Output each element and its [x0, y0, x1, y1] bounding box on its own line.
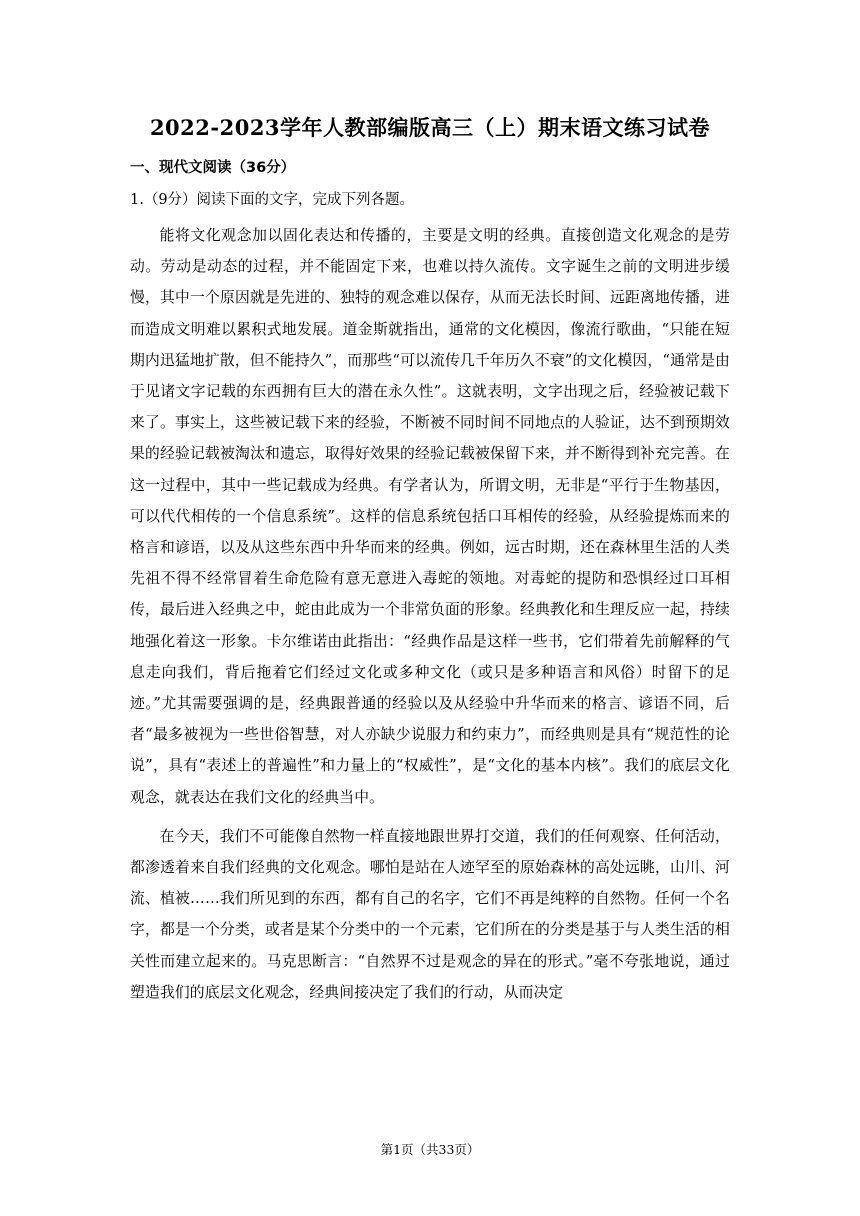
page-footer: 第1页（共33页）	[380, 1142, 480, 1157]
question-intro: 1.（9分）阅读下面的文字，完成下列各题。	[130, 192, 415, 208]
passage-paragraph-1: 能将文化观念加以固化表达和传播的，主要是文明的经典。直接创造文化观念的是劳动。劳动是动态的过程，并不能固定下来，也难以持久流传。文字诞生之前的文明进步缓慢，其中一个原因就是先进的、独特的观念难以保存，从而无法长时间、远距离地传播，进而造成文明难以累积式地发展。道金斯就指出，通常的文化模因，像流行歌曲，“只能在短期内迅猛地扩散，但不能持久”，而那些“可以流传几千年历久不衰”的文化模因，“通常是由于见诸文字记载的东西拥有巨大的潜在永久性”。这就表明，文字出现之后，经验被记载下来了。事实上，这些被记载下来的经验，不断被不同时间不同地点的人验证，达不到预期效果的经验记载被淘汰和遗忘，取得好效果的经验记载被保留下来，并不断得到补充完善。在这一过程中，其中一些记载成为经典。有学者认为，所谓文明，无非是“平行于生物基因，可以代代相传的一个信息系统”。这样的信息系统包括口耳相传的经验，从经验提炼而来的格言和谚语，以及从这些东西中升华而来的经典。例如，远古时期，还在森林里生活的人类先祖不得不经常冒着生命危险有意无意进入毒蛇的领地。对毒蛇的提防和恐惧经过口耳相传，最后进入经典之中，蛇由此成为一个非常负面的形象。经典教化和生理反应一起，持续地强化着这一形象。卡尔维诺由此指出：“经典作品是这样一些书，它们带着先前解释的气息走向我们，背后拖着它们经过文化或多种文化（或只是多种语言和风俗）时留下的足迹。”尤其需要强调的是，经典跟普通的经验以及从经验中升华而来的格言、谚语不同，后者“最多被视为一些世俗智慧，对人亦缺少说服力和约束力”，而经典则是具有“规范性的论说”，具有“表述上的普遍性”和力量上的“权威性”，是“文化的基本内核”。我们的底层文化观念，就表达在我们文化的经典当中。	[130, 227, 730, 806]
document-title: 2022-2023学年人教部编版高三（上）期末语文练习试卷	[149, 115, 711, 140]
passage-paragraph-2: 在今天，我们不可能像自然物一样直接地跟世界打交道，我们的任何观察、任何活动，都渗透着来自我们经典的文化观念。哪怕是站在人迹罕至的原始森林的高处远眺，山川、河流、植被……我们所见到的东西，都有自己的名字，它们不再是纯粹的自然物。任何一个名字，都是一个分类，或者是某个分类中的一个元素，它们所在的分类是基于与人类生活的相关性而建立起来的。马克思断言：“自然界不过是观念的异在的形式。”毫不夸张地说，通过塑造我们的底层文化观念，经典间接决定了我们的行动，从而决定	[130, 827, 730, 1001]
section-heading: 一、现代文阅读（36分）	[130, 160, 296, 176]
reading-passage	[130, 220, 730, 1008]
